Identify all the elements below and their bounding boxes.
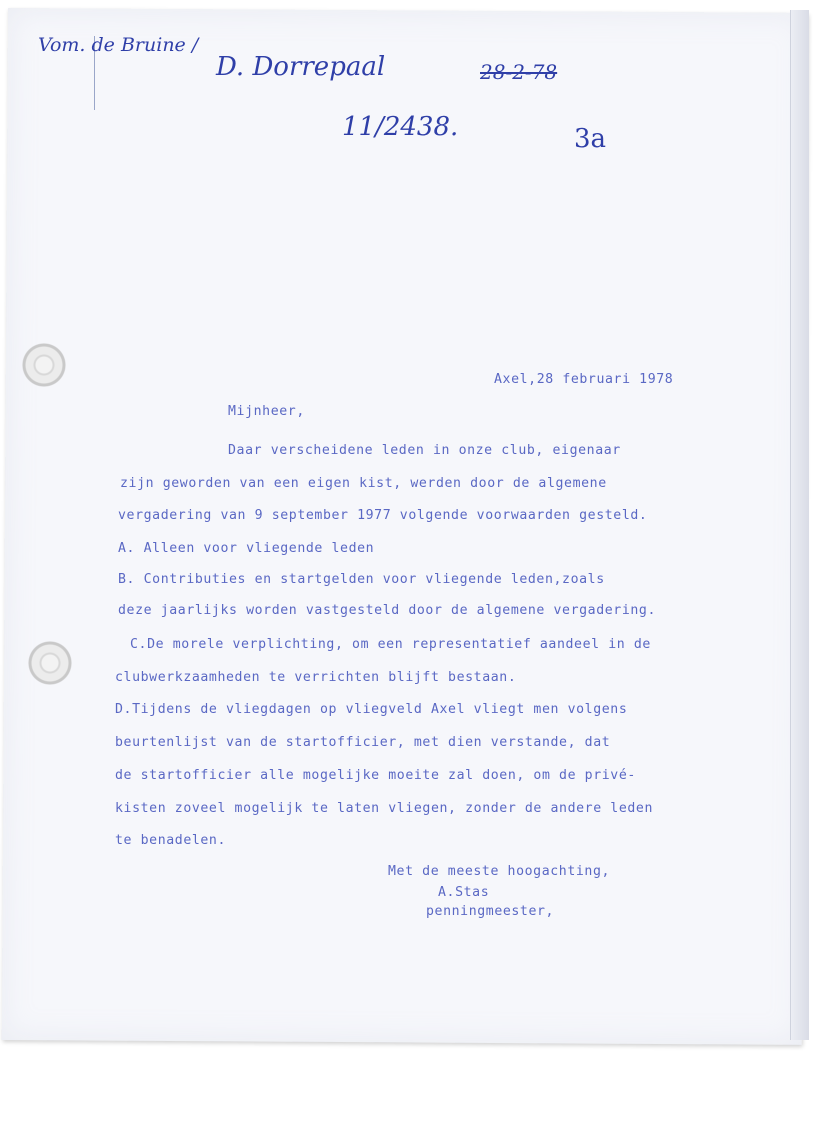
condition-a: A. Alleen voor vliegende leden (118, 541, 375, 556)
body-line: Daar verscheidene leden in onze club, eigenaar (228, 443, 621, 458)
handwritten-struck-date: 28-2-78 (480, 60, 558, 84)
letter-sheet (2, 8, 808, 1045)
condition-d: D.Tijdens de vliegdagen op vliegveld Axel vliegt men volgens (115, 702, 628, 717)
salutation: Mijnheer, (228, 404, 305, 419)
condition-b: B. Contributies en startgelden voor vliegende leden,zoals (118, 572, 605, 587)
body-line: vergadering van 9 september 1977 volgende voorwaarden gesteld. (118, 508, 648, 523)
signer-role: penningmeester, (426, 904, 555, 919)
paper-edge (790, 10, 809, 1040)
body-line: zijn geworden van een eigen kist, werden door de algemene (120, 476, 607, 491)
closing: Met de meeste hoogachting, (388, 864, 611, 879)
body-line: de startofficier alle mogelijke moeite zal doen, om de privé- (115, 768, 636, 783)
body-line: beurtenlijst van de startofficier, met dien verstande, dat (115, 735, 611, 750)
handwritten-recipient-note: Vom. de Bruine / (38, 34, 199, 56)
signer-name: A.Stas (438, 885, 490, 900)
handwritten-name: D. Dorrepaal (216, 52, 386, 82)
punch-hole-top (22, 343, 66, 387)
handwritten-page-mark: 3a (574, 124, 607, 154)
body-line: te benadelen. (115, 833, 227, 848)
punch-hole-bottom (28, 641, 72, 685)
body-line: clubwerkzaamheden te verrichten blijft bestaan. (115, 670, 517, 685)
handwritten-reference-number: 11/2438. (342, 112, 459, 142)
condition-c: C.De morele verplichting, om een representatief aandeel in de (130, 637, 651, 652)
body-line: kisten zoveel mogelijk te laten vliegen, zonder de andere leden (115, 801, 653, 816)
body-line: deze jaarlijks worden vastgesteld door de algemene vergadering. (118, 603, 656, 618)
place-date: Axel,28 februari 1978 (494, 372, 674, 387)
